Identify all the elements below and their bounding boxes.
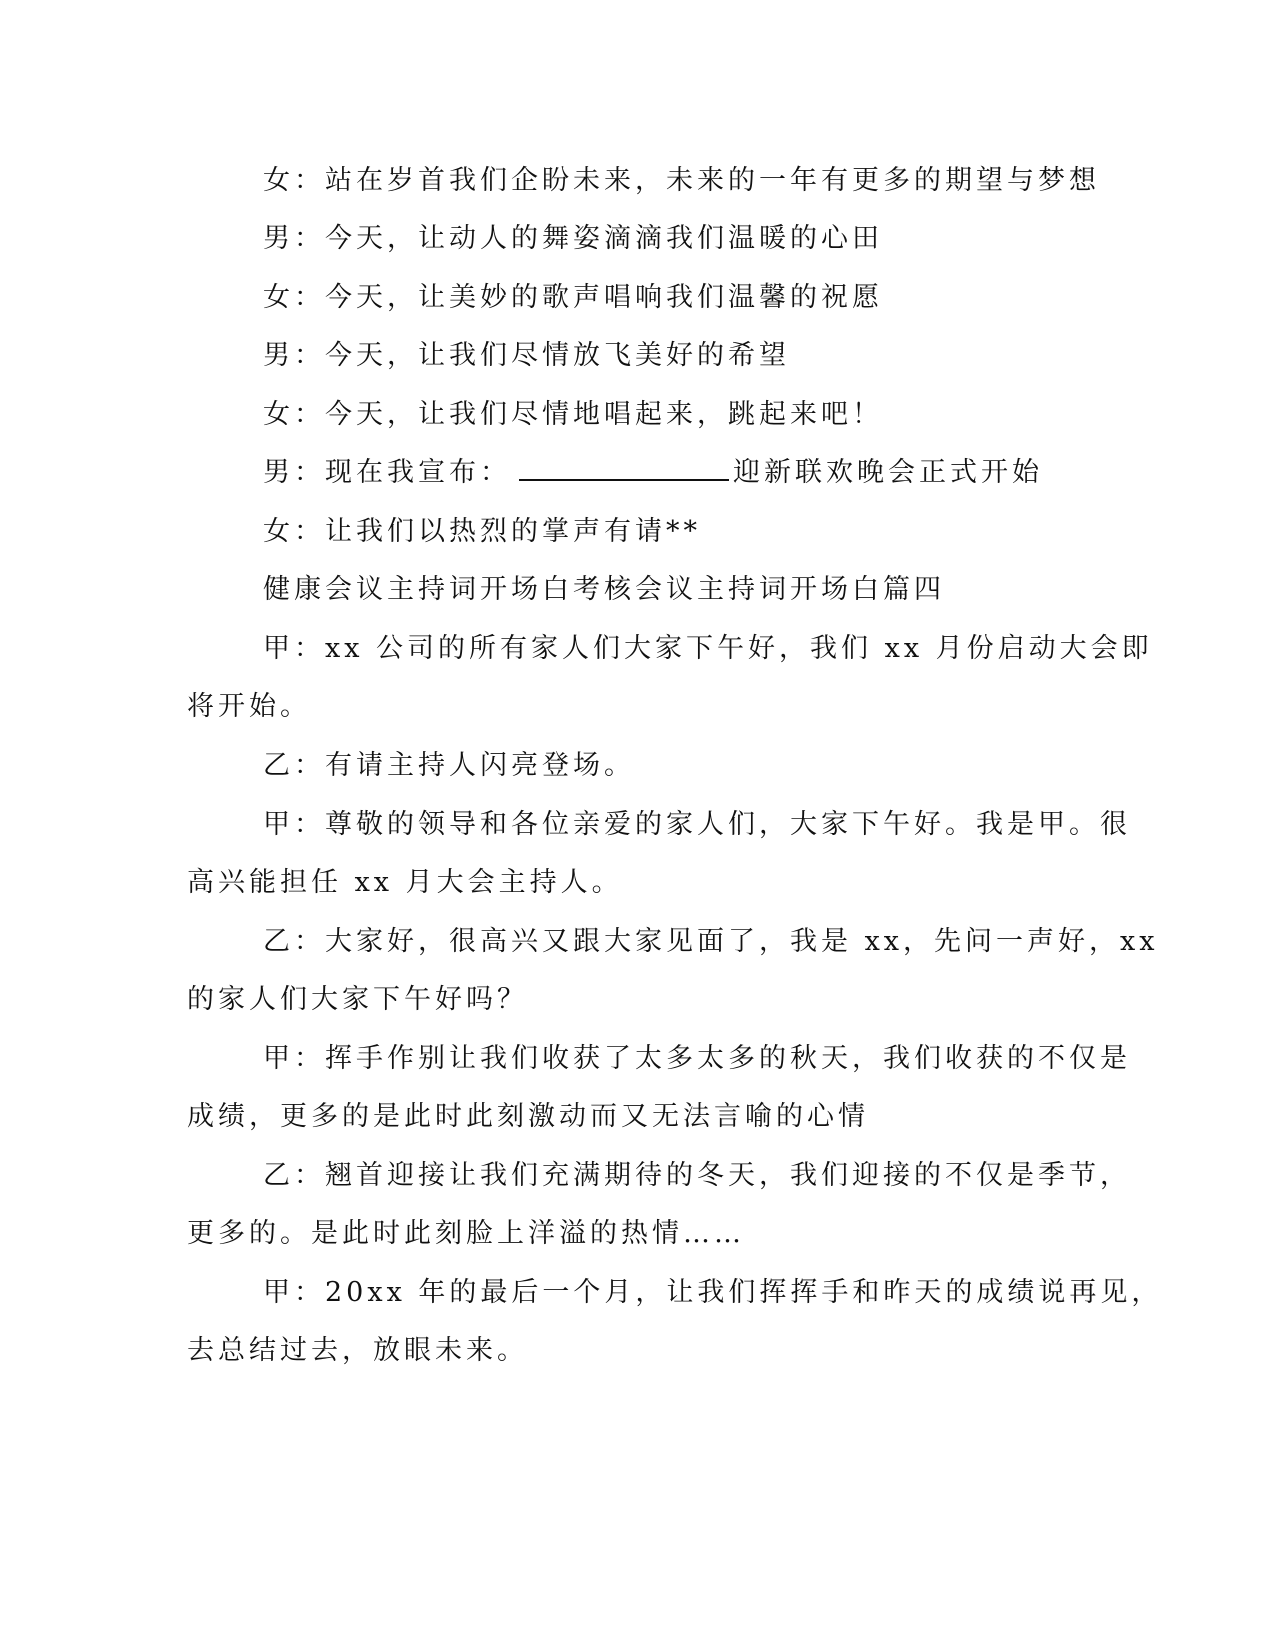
paragraph-line: 高兴能担任 xx 月大会主持人。 bbox=[187, 867, 623, 898]
paragraph-line: 甲：挥手作别让我们收获了太多太多的秋天，我们收获的不仅是 bbox=[263, 1043, 1131, 1074]
paragraph-line: 女：站在岁首我们企盼未来，未来的一年有更多的期望与梦想 bbox=[263, 165, 1100, 196]
paragraph-line: 成绩，更多的是此时此刻激动而又无法言喻的心情 bbox=[187, 1101, 869, 1132]
section-heading: 健康会议主持词开场白考核会议主持词开场白篇四 bbox=[263, 574, 945, 605]
paragraph-line: 将开始。 bbox=[187, 691, 311, 722]
paragraph-line: 女：今天，让美妙的歌声唱响我们温馨的祝愿 bbox=[263, 282, 883, 313]
paragraph-line: 乙：大家好，很高兴又跟大家见面了，我是 xx，先问一声好，xx bbox=[263, 926, 1159, 957]
fill-in-blank bbox=[519, 457, 729, 481]
paragraph-line: 甲：xx 公司的所有家人们大家下午好，我们 xx 月份启动大会即 bbox=[263, 633, 1153, 664]
paragraph-line: 女：今天，让我们尽情地唱起来，跳起来吧！ bbox=[263, 399, 883, 430]
paragraph-line: 甲：尊敬的领导和各位亲爱的家人们，大家下午好。我是甲。很 bbox=[263, 809, 1131, 840]
announcement-line bbox=[263, 456, 1043, 490]
paragraph-line: 女：让我们以热烈的掌声有请** bbox=[263, 516, 701, 547]
paragraph-line: 男：今天，让动人的舞姿滴滴我们温暖的心田 bbox=[263, 223, 883, 254]
paragraph-line: 乙：翘首迎接让我们充满期待的冬天，我们迎接的不仅是季节， bbox=[263, 1160, 1131, 1191]
paragraph-line: 男：今天，让我们尽情放飞美好的希望 bbox=[263, 340, 790, 371]
announcement-suffix: 迎新联欢晚会正式开始 bbox=[733, 457, 1043, 488]
paragraph-line: 的家人们大家下午好吗？ bbox=[187, 984, 528, 1015]
announcement-prefix: 男：现在我宣布： bbox=[263, 457, 511, 488]
paragraph-line: 甲：20xx 年的最后一个月，让我们挥挥手和昨天的成绩说再见， bbox=[263, 1277, 1163, 1308]
paragraph-line: 更多的。是此时此刻脸上洋溢的热情…… bbox=[187, 1218, 745, 1249]
paragraph-line: 去总结过去，放眼未来。 bbox=[187, 1335, 528, 1366]
paragraph-line: 乙：有请主持人闪亮登场。 bbox=[263, 750, 635, 781]
